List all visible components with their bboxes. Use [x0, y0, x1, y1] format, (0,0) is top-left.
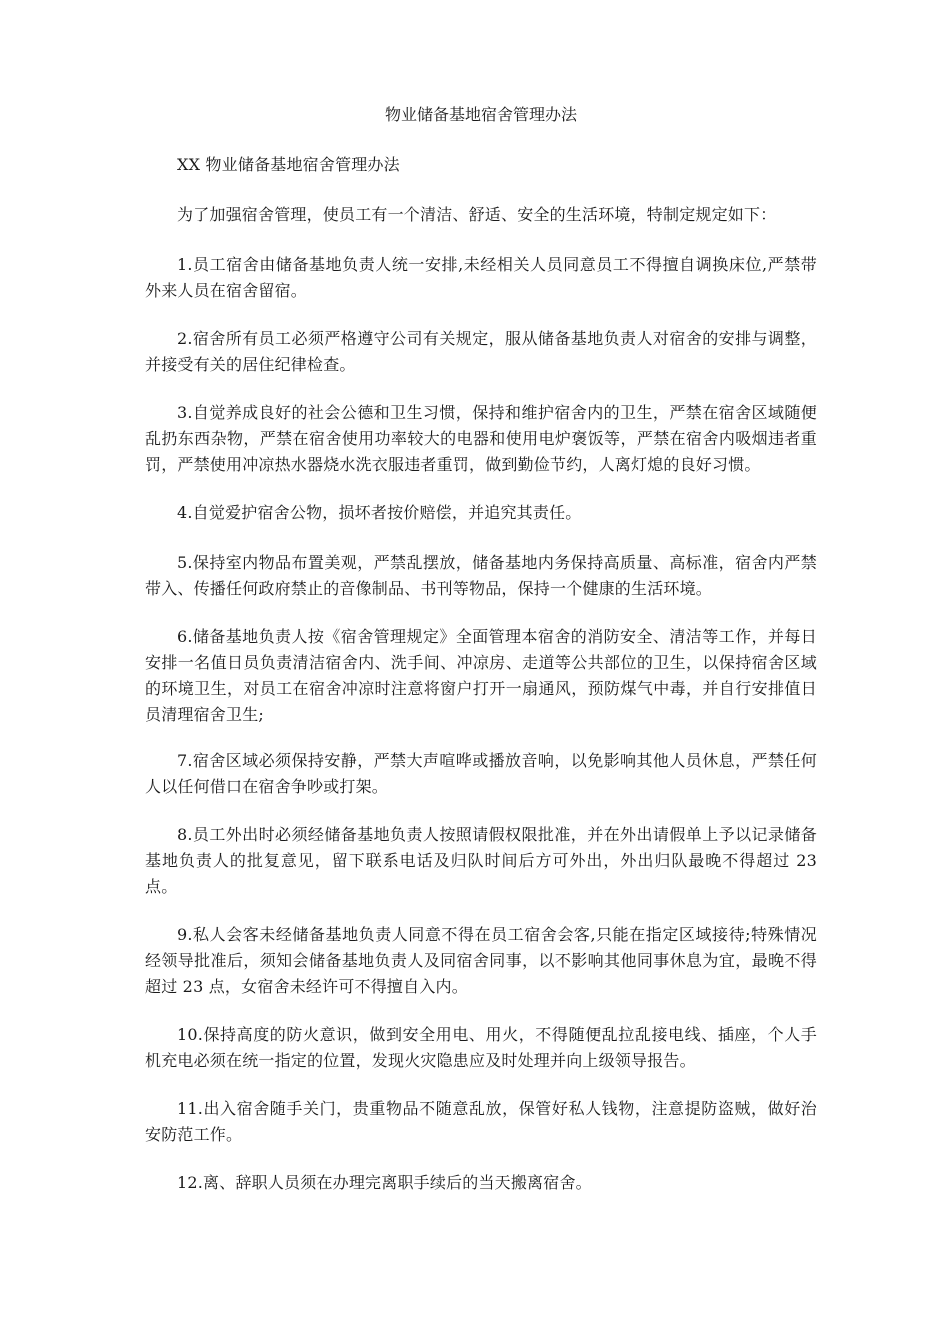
rule-8: 8.员工外出时必须经储备基地负责人按照请假权限批准，并在外出请假单上予以记录储备基地负责人的批复意见，留下联系电话及归队时间后方可外出，外出归队最晚不得超过 23 点。 — [145, 825, 817, 896]
rule-2: 2.宿舍所有员工必须严格遵守公司有关规定，服从储备基地负责人对宿舍的安排与调整，并接受有关的居住纪律检查。 — [145, 329, 817, 374]
rule-4: 4.自觉爱护宿舍公物，损坏者按价赔偿，并追究其责任。 — [177, 503, 582, 522]
intro-paragraph: 为了加强宿舍管理，使员工有一个清洁、舒适、安全的生活环境，特制定规定如下： — [177, 205, 777, 224]
rule-12: 12.离、辞职人员须在办理完离职手续后的当天搬离宿舍。 — [177, 1173, 592, 1192]
rule-11: 11.出入宿舍随手关门，贵重物品不随意乱放，保管好私人钱物，注意提防盗贼，做好治安防范工作。 — [145, 1099, 817, 1144]
rule-7: 7.宿舍区域必须保持安静，严禁大声喧哗或播放音响，以免影响其他人员休息，严禁任何人以任何借口在宿舍争吵或打架。 — [145, 751, 817, 796]
rule-1: 1.员工宿舍由储备基地负责人统一安排,未经相关人员同意员工不得擅自调换床位,严禁带外来人员在宿舍留宿。 — [145, 255, 817, 300]
document-title: 物业储备基地宿舍管理办法 — [384, 105, 577, 124]
rule-3: 3.自觉养成良好的社会公德和卫生习惯，保持和维护宿舍内的卫生，严禁在宿舍区域随便乱扔东西杂物，严禁在宿舍使用功率较大的电器和使用电炉褒饭等，严禁在宿舍内吸烟违者重罚，严禁使用冲凉热水器烧水洗衣服违者重罚，做到勤俭节约，人离灯熄的良好习惯。 — [145, 403, 817, 474]
rule-10: 10.保持高度的防火意识，做到安全用电、用火，不得随便乱拉乱接电线、插座，个人手机充电必须在统一指定的位置，发现火灾隐患应及时处理并向上级领导报告。 — [145, 1025, 817, 1070]
document-subtitle: XX 物业储备基地宿舍管理办法 — [177, 155, 400, 174]
rule-9: 9.私人会客未经储备基地负责人同意不得在员工宿舍会客,只能在指定区域接待;特殊情况经领导批准后，须知会储备基地负责人及同宿舍同事，以不影响其他同事休息为宜，最晚不得超过 23 点，女宿舍未经许可不得擅自入内。 — [145, 925, 817, 996]
rule-6: 6.储备基地负责人按《宿舍管理规定》全面管理本宿舍的消防安全、清洁等工作，并每日安排一名值日员负责清洁宿舍内、洗手间、冲凉房、走道等公共部位的卫生，以保持宿舍区域的环境卫生，对员工在宿舍冲凉时注意将窗户打开一扇通风，预防煤气中毒，并自行安排值日员清理宿舍卫生; — [145, 627, 817, 724]
rule-5: 5.保持室内物品布置美观，严禁乱摆放，储备基地内务保持高质量、高标准，宿舍内严禁带入、传播任何政府禁止的音像制品、书刊等物品，保持一个健康的生活环境。 — [145, 553, 817, 598]
